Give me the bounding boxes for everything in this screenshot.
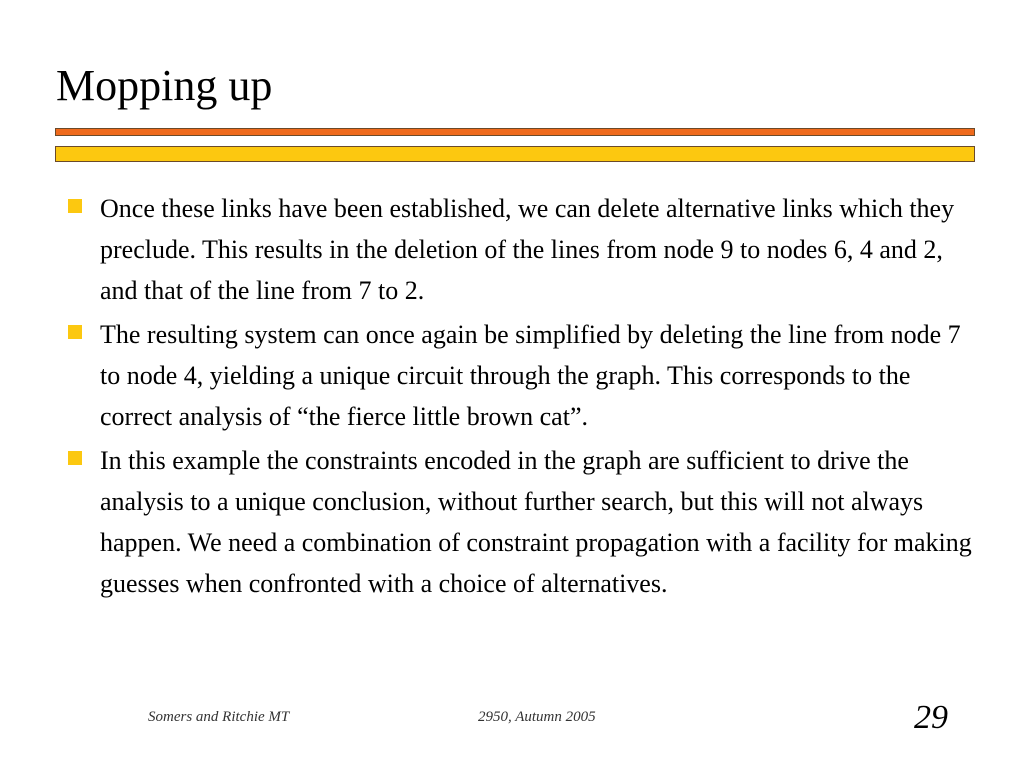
footer-course: 2950, Autumn 2005 [478, 709, 596, 725]
bullet-item [64, 188, 974, 311]
bullet-text: In this example the constraints encoded in the graph are sufficient to drive the analysis to a unique conclusion, without further search, but this will not always happen. We need a combination of constraint propagation with a facility for making guesses when confronted with a choice of alternatives. [100, 446, 972, 598]
square-bullet-icon [68, 325, 82, 339]
bullet-text: Once these links have been established, we can delete alternative links which they preclude. This results in the deletion of the lines from node 9 to nodes 6, 4 and 2, and that of the line from 7 to 2. [100, 194, 955, 305]
orange-divider [55, 128, 975, 136]
page-number: 29 [914, 699, 948, 736]
bullet-item [64, 314, 974, 437]
bullet-item [64, 440, 974, 604]
square-bullet-icon [68, 451, 82, 465]
yellow-divider [55, 146, 975, 162]
square-bullet-icon [68, 199, 82, 213]
bullet-text: The resulting system can once again be simplified by deleting the line from node 7 to node 4, yielding a unique circuit through the graph. This corresponds to the correct analysis of “the fierce little brown cat”. [100, 320, 961, 431]
footer-author: Somers and Ritchie MT [148, 709, 290, 725]
bullet-list [64, 188, 974, 607]
slide-title: Mopping up [56, 61, 273, 110]
